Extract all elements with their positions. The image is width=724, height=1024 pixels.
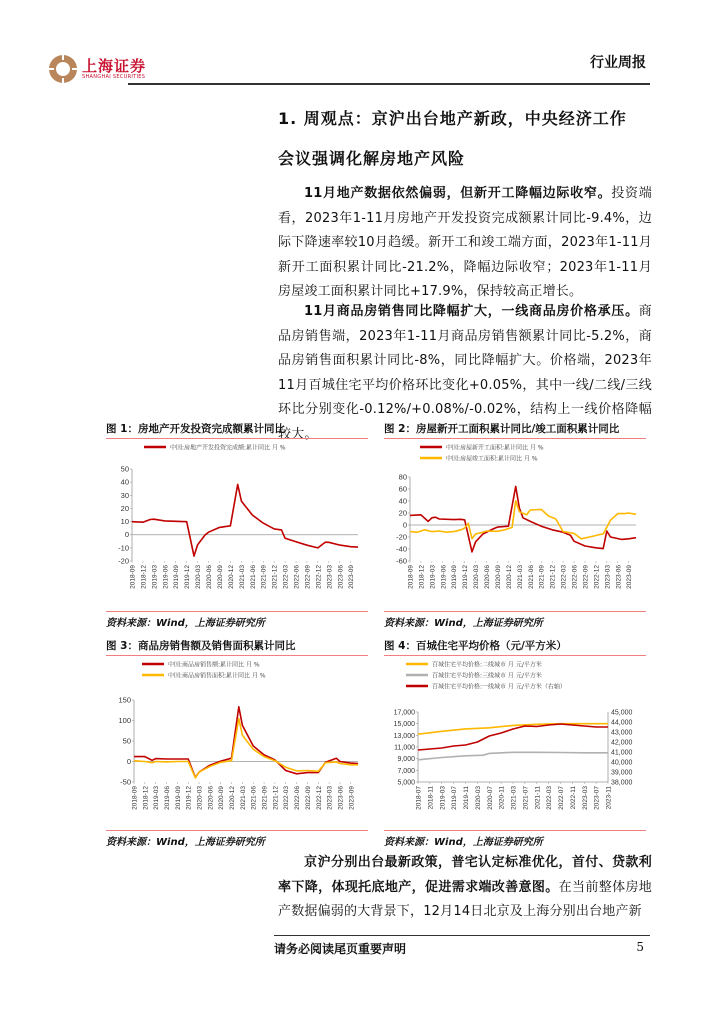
y-tick-label: -60 <box>396 556 407 566</box>
figure-3-source: 资料来源：Wind，上海证券研究所 <box>106 830 368 848</box>
x-tick-label: 2018-12 <box>140 565 148 589</box>
x-tick-label: 2021-03 <box>510 786 518 810</box>
x-tick-label: 2019-07 <box>451 786 459 810</box>
x-tick-label: 2023-07 <box>593 786 601 810</box>
y-tick-label: 50 <box>120 464 129 474</box>
x-tick-label: 2020-06 <box>206 565 214 589</box>
y-tick-label: 5,000 <box>397 779 415 787</box>
figure-4-chart <box>384 656 646 830</box>
x-tick-label: 2019-06 <box>164 786 172 810</box>
x-tick-label: 2020-03 <box>474 786 482 810</box>
footer-divider <box>274 935 650 936</box>
page-number: 5 <box>636 940 644 954</box>
x-tick-label: 2018-12 <box>418 565 426 589</box>
x-tick-label: 2021-09 <box>261 786 269 810</box>
y-tick-label: 50 <box>122 736 131 746</box>
x-tick-label: 2021-11 <box>534 786 542 810</box>
figure-3-title: 图 3：商品房销售额及销售面积累计同比 <box>106 638 368 656</box>
legend-label-2: 中国:房屋竣工面积:累计同比 月 % <box>446 455 538 463</box>
x-tick-label: 2023-03 <box>326 786 334 810</box>
series-line-2 <box>134 719 358 778</box>
x-tick-label: 2020-07 <box>486 786 494 810</box>
figure-2 <box>384 421 646 629</box>
legend-label-3: 百城住宅平均价格:一线城市 月 元/平方米（右轴） <box>432 683 566 691</box>
x-tick-label: 2021-03 <box>238 565 246 589</box>
x-tick-label: 2021-12 <box>272 786 280 810</box>
x-tick-label: 2020-03 <box>196 786 204 810</box>
x-tick-label: 2023-09 <box>348 786 356 810</box>
x-tick-label: 2019-09 <box>451 565 459 589</box>
x-tick-label: 2021-12 <box>549 565 557 589</box>
x-tick-label: 2023-09 <box>626 565 634 589</box>
y2-tick-label: 44,000 <box>611 719 633 727</box>
x-tick-label: 2022-03 <box>560 565 568 589</box>
y-tick-label: 0 <box>124 530 129 540</box>
y-tick-label: 100 <box>118 716 131 725</box>
x-tick-label: 2018-09 <box>129 565 137 589</box>
y2-tick-label: 41,000 <box>611 749 633 757</box>
header-divider <box>128 83 650 85</box>
series-line-2 <box>418 752 608 760</box>
legend-label-1: 中国:商品房销售额:累计同比 月 % <box>168 661 260 669</box>
x-tick-label: 2019-06 <box>162 565 170 589</box>
legend-label-1: 中国:房屋新开工面积:累计同比 月 % <box>446 444 544 452</box>
x-tick-label: 2019-12 <box>184 565 192 589</box>
x-tick-label: 2023-06 <box>337 565 345 589</box>
x-tick-label: 2022-03 <box>283 786 291 810</box>
x-tick-label: 2021-09 <box>260 565 268 589</box>
x-tick-label: 2022-12 <box>593 565 601 589</box>
footer-disclaimer: 请务必阅读尾页重要声明 <box>274 942 407 956</box>
legend-label-2: 百城住宅平均价格:三线城市 月 元/平方米 <box>432 672 542 680</box>
paragraph-1-lead: 11月地产数据依然偏弱，但新开工降幅边际收窄。 <box>304 186 612 201</box>
x-tick-label: 2022-06 <box>294 786 302 810</box>
paragraph-2-lead: 11月商品房销售同比降幅扩大，一线商品房价格承压。 <box>304 304 639 319</box>
x-tick-label: 2023-03 <box>326 565 334 589</box>
figure-3-chart <box>106 656 368 830</box>
y-tick-label: 60 <box>398 484 407 494</box>
y-tick-label: -10 <box>118 543 129 553</box>
y2-tick-label: 40,000 <box>611 759 633 767</box>
paragraph-1 <box>278 182 652 305</box>
x-tick-label: 2023-03 <box>604 565 612 589</box>
y-tick-label: 7,000 <box>397 767 415 775</box>
company-logo <box>48 54 146 84</box>
x-tick-label: 2022-11 <box>569 786 577 810</box>
x-tick-label: 2020-03 <box>195 565 203 589</box>
x-tick-label: 2021-06 <box>250 786 258 810</box>
x-tick-label: 2019-09 <box>174 786 182 810</box>
y2-tick-label: 38,000 <box>611 779 633 787</box>
x-tick-label: 2020-09 <box>216 565 224 589</box>
x-tick-label: 2022-06 <box>293 565 301 589</box>
y-tick-label: 20 <box>120 503 129 513</box>
y-tick-label: 9,000 <box>397 756 415 764</box>
y-tick-label: -20 <box>118 556 129 566</box>
x-tick-label: 2019-03 <box>429 565 437 589</box>
x-tick-label: 2022-09 <box>304 786 312 810</box>
x-tick-label: 2018-09 <box>407 565 415 589</box>
logo-en: SHANGHAI SECURITIES <box>82 74 146 80</box>
x-tick-label: 2021-03 <box>516 565 524 589</box>
figure-4-title: 图 4：百城住宅平均价格（元/平方米） <box>384 638 646 656</box>
series-line-1 <box>132 484 358 556</box>
paragraph-3-body: 在当前整体房地产数据偏弱的大背景下，12月14日北京及上海分别出台地产新 <box>278 879 653 919</box>
x-tick-label: 2021-07 <box>522 786 530 810</box>
x-tick-label: 2018-07 <box>415 786 423 810</box>
x-tick-label: 2019-06 <box>440 565 448 589</box>
x-tick-label: 2020-09 <box>218 786 226 810</box>
y-tick-label: 80 <box>398 472 407 482</box>
logo-emblem-icon <box>48 54 78 84</box>
figure-1-title: 图 1：房地产开发投资完成额累计同比 <box>106 421 368 439</box>
paragraph-1-body: 投资端看，2023年1-11月房地产开发投资完成额累计同比-9.4%，边际下降速率较10月趋缓。新开工和竣工端方面，2023年1-11月新开工面积累计同比-21.2%，降幅边际收窄；2023年1-11月房屋竣工面积累计同比+17.9%，保持较高正增长。 <box>278 186 652 299</box>
x-tick-label: 2022-06 <box>571 565 579 589</box>
x-tick-label: 2020-12 <box>505 565 513 589</box>
legend-label-1: 百城住宅平均价格:二线城市 月 元/平方米 <box>432 661 542 669</box>
x-tick-label: 2022-07 <box>558 786 565 810</box>
y-tick-label: 13,000 <box>393 732 415 740</box>
section-title-line2: 会议强调化解房地产风险 <box>278 149 466 168</box>
report-type: 行业周报 <box>590 55 646 71</box>
figure-2-chart <box>384 439 646 611</box>
y-tick-label: 40 <box>398 496 407 506</box>
section-title-line1: 1. 周观点：京沪出台地产新政，中央经济工作 <box>278 109 627 128</box>
figure-1-source: 资料来源：Wind，上海证券研究所 <box>106 611 368 629</box>
y-tick-label: -50 <box>120 777 131 787</box>
x-tick-label: 2021-06 <box>249 565 257 589</box>
paragraph-3 <box>278 851 652 925</box>
series-line-3 <box>418 724 608 750</box>
paragraph-3-lead: 京沪分别出台最新政策，普宅认定标准优化，首付、贷款利率下降，体现托底地产，促进需求端改善意图。 <box>278 855 652 895</box>
x-tick-label: 2019-03 <box>151 565 159 589</box>
x-tick-label: 2021-12 <box>271 565 279 589</box>
logo-cn: 上海证券 <box>82 57 147 75</box>
x-tick-label: 2018-09 <box>131 786 139 810</box>
x-tick-label: 2023-03 <box>581 786 589 810</box>
x-tick-label: 2022-12 <box>315 786 323 810</box>
x-tick-label: 2019-09 <box>173 565 181 589</box>
figure-2-title: 图 2：房屋新开工面积累计同比/竣工面积累计同比 <box>384 421 646 439</box>
paragraph-2-body: 商品房销售端，2023年1-11月商品房销售额累计同比-5.2%，商品房销售面积累计同比-8%，同比降幅扩大。价格端，2023年11月百城住宅平均价格环比变化+0.05%，其中一线/二线/三线环比分别变化-0.12%/+0.08%/-0.02%，结构上一线价格降幅较大。 <box>278 304 652 442</box>
y-tick-label: 20 <box>398 508 407 518</box>
x-tick-label: 2020-06 <box>484 565 492 589</box>
x-tick-label: 2020-03 <box>473 565 481 589</box>
legend-label-2: 中国:商品房销售面积:累计同比 月 % <box>168 672 266 680</box>
figure-4 <box>384 638 646 848</box>
x-tick-label: 2019-03 <box>153 786 161 810</box>
y-tick-label: 10 <box>120 517 129 527</box>
x-tick-label: 2023-06 <box>615 565 623 589</box>
x-tick-label: 2020-12 <box>227 565 235 589</box>
figure-2-source: 资料来源：Wind，上海证券研究所 <box>384 611 646 629</box>
x-tick-label: 2021-06 <box>527 565 535 589</box>
y-tick-label: -20 <box>396 532 407 542</box>
y-tick-label: 150 <box>118 695 131 705</box>
x-tick-label: 2022-12 <box>315 565 323 589</box>
figure-4-source: 资料来源：Wind，上海证券研究所 <box>384 830 646 848</box>
x-tick-label: 2022-03 <box>546 786 554 810</box>
x-tick-label: 2020-06 <box>207 786 215 810</box>
x-tick-label: 2018-12 <box>142 786 150 810</box>
series-line-1 <box>134 707 358 778</box>
series-line-1 <box>410 486 636 552</box>
y-tick-label: 30 <box>120 490 129 500</box>
figure-1 <box>106 421 368 629</box>
x-tick-label: 2023-09 <box>348 565 356 589</box>
x-tick-label: 2019-12 <box>462 565 470 589</box>
y-tick-label: 0 <box>402 520 407 530</box>
legend-label-1: 中国:房地产开发投资完成额:累计同比 月 % <box>170 444 286 452</box>
y-tick-label: 11,000 <box>394 744 415 752</box>
x-tick-label: 2019-03 <box>439 786 447 810</box>
x-tick-label: 2019-11 <box>463 786 470 810</box>
x-tick-label: 2019-12 <box>185 786 193 810</box>
x-tick-label: 2022-09 <box>582 565 590 589</box>
x-tick-label: 2020-09 <box>494 565 502 589</box>
y2-tick-label: 42,000 <box>611 739 633 747</box>
y-tick-label: 15,000 <box>393 721 415 729</box>
x-tick-label: 2022-03 <box>282 565 290 589</box>
x-tick-label: 2021-03 <box>239 786 247 810</box>
x-tick-label: 2021-09 <box>538 565 546 589</box>
y2-tick-label: 45,000 <box>611 709 633 717</box>
y-tick-label: 0 <box>126 757 131 766</box>
figure-1-chart <box>106 439 368 611</box>
x-tick-label: 2023-06 <box>337 786 345 810</box>
x-tick-label: 2018-11 <box>427 786 435 810</box>
x-tick-label: 2020-12 <box>229 786 237 810</box>
y-tick-label: -40 <box>396 544 407 554</box>
y-tick-label: 40 <box>120 477 129 487</box>
x-tick-label: 2022-09 <box>304 565 312 589</box>
x-tick-label: 2020-11 <box>498 786 506 810</box>
x-tick-label: 2023-11 <box>605 786 613 810</box>
y2-tick-label: 43,000 <box>611 729 633 737</box>
figure-3 <box>106 638 368 848</box>
y-tick-label: 17,000 <box>393 709 415 717</box>
y2-tick-label: 39,000 <box>611 769 633 777</box>
